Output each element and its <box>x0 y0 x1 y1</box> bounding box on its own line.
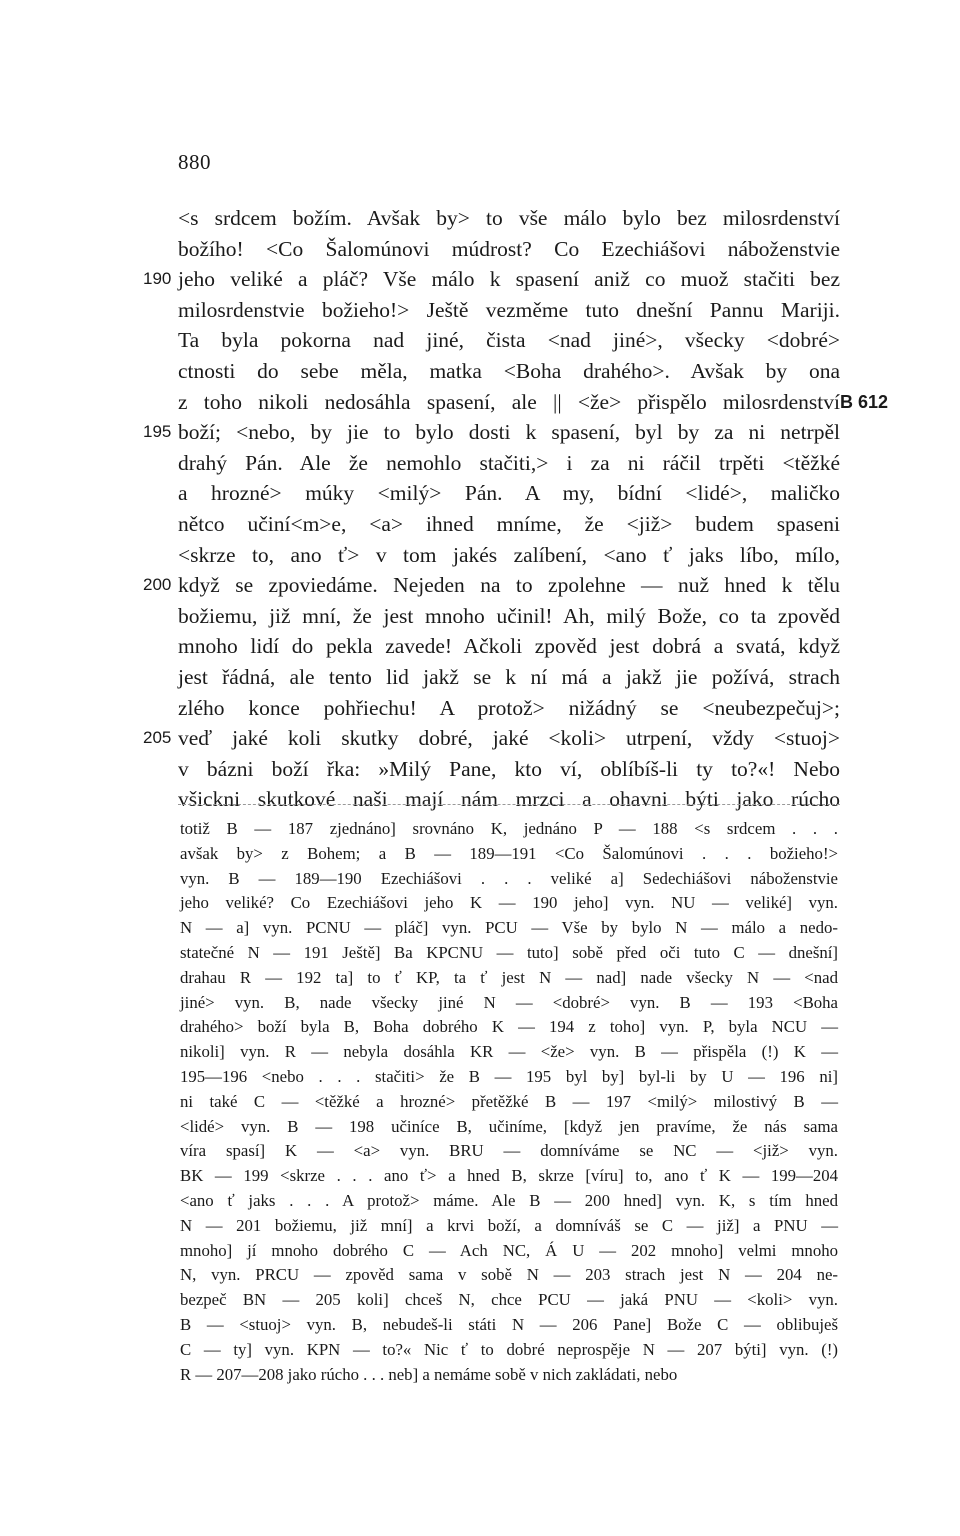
text-line <box>0 693 960 724</box>
line-number: 190 <box>143 269 172 289</box>
line-text: a hrozné> múky <milý> Pán. A my, bídní <lidé>, maličko <box>178 481 840 506</box>
line-text: zlého konce pohřiechu! A protož> nižádný se <neubezpečuj>; <box>178 695 840 720</box>
apparatus-text: <ano ť jaks . . . A protož> máme. Ale B — 200 hned] vyn. K, s tím hned <box>180 1190 838 1210</box>
text-line <box>0 631 960 662</box>
apparatus-text: 195—196 <nebo . . . stačiti> že B — 195 byl by] byl-li by U — 196 ni] <box>180 1066 838 1086</box>
apparatus-line <box>0 966 960 991</box>
apparatus-line <box>0 1214 960 1239</box>
apparatus-line <box>0 1139 960 1164</box>
text-line <box>0 325 960 356</box>
line-text: veď jaké koli skutky dobré, jaké <koli> utrpení, vždy <stuoj> <box>178 726 840 751</box>
text-line <box>0 540 960 571</box>
apparatus-line <box>0 867 960 892</box>
apparatus-line <box>0 1115 960 1140</box>
line-number: 205 <box>143 728 172 748</box>
text-line <box>0 417 960 448</box>
apparatus-line <box>0 1363 960 1388</box>
text-line <box>0 264 960 295</box>
apparatus-line <box>0 1338 960 1363</box>
line-text: všickni skutkové naši mají nám mrzci a ohavni býti jako rúcho <box>178 787 840 812</box>
line-text: drahý Pán. Ale že nemohlo stačiti,> i za ni ráčil trpěti <těžké <box>178 450 840 475</box>
apparatus-text: C — ty] vyn. KPN — to?« Nic ť to dobré neprospěje N — 207 býti] vyn. (!) <box>180 1339 838 1359</box>
apparatus-line <box>0 1313 960 1338</box>
apparatus-text: jiné> vyn. B, nade všecky jiné N — <dobré> vyn. B — 193 <Boha <box>180 992 838 1012</box>
text-line <box>0 784 960 815</box>
apparatus-text: N — a] vyn. PCNU — pláč] vyn. PCU — Vše by bylo N — málo a nedo- <box>180 918 838 938</box>
apparatus-line <box>0 1263 960 1288</box>
apparatus-text: statečné N — 191 Ještě] Ba KPCNU — tuto] sobě před oči tuto C — dnešní] <box>180 942 838 962</box>
apparatus-text: B — <stuoj> vyn. B, nebudeš-li státi N — 206 Pane] Bože C — oblibuješ <box>180 1314 838 1334</box>
apparatus-text: <lidé> vyn. B — 198 učiníce B, učiníme, [když jen pravíme, že nás sama <box>180 1116 838 1136</box>
text-line <box>0 203 960 234</box>
critical-apparatus <box>0 817 960 1387</box>
footnote-rule <box>178 804 840 805</box>
apparatus-text: mnoho] jí mnoho dobrého C — Ach NC, Á U — 202 mnoho] velmi mnoho <box>180 1240 838 1260</box>
apparatus-line <box>0 842 960 867</box>
text-line <box>0 387 960 418</box>
text-line <box>0 234 960 265</box>
line-number: 195 <box>143 422 172 442</box>
apparatus-line <box>0 1065 960 1090</box>
text-line <box>0 509 960 540</box>
apparatus-line <box>0 1288 960 1313</box>
apparatus-text: jeho veliké? Co Ezechiášovi jeho K — 190 jeho] vyn. NU — veliké] vyn. <box>180 893 838 913</box>
text-line <box>0 601 960 632</box>
apparatus-text: R — 207—208 jako rúcho . . . neb] a nemáme sobě v nich zakládati, nebo <box>180 1364 678 1384</box>
apparatus-text: ni také C — <těžké a hrozné> přetěžké B — 197 <milý> milostivý B — <box>180 1091 838 1111</box>
text-line <box>0 448 960 479</box>
apparatus-line <box>0 991 960 1016</box>
line-text: božího! <Co Šalomúnovi múdrost? Co Ezechiášovi náboženstvie <box>178 236 840 261</box>
apparatus-text: nikoli] vyn. R — nebyla dosáhla KR — <že> vyn. B — přispěla (!) K — <box>180 1042 838 1062</box>
apparatus-text: N — 201 božiemu, již mní] a krvi boží, a domníváš se C — již] a PNU — <box>180 1215 838 1235</box>
text-line <box>0 723 960 754</box>
line-text: Ta byla pokorna nad jiné, čista <nad jiné>, všecky <dobré> <box>178 328 840 353</box>
apparatus-line <box>0 1090 960 1115</box>
text-line <box>0 478 960 509</box>
text-line <box>0 295 960 326</box>
apparatus-text: avšak by> z Bohem; a B — 189—191 <Co Šalomúnovi . . . božieho!> <box>180 843 838 863</box>
line-text: <s srdcem božím. Avšak by> to vše málo bylo bez milosrdenství <box>178 206 840 230</box>
margin-reference: B 612 <box>840 391 889 412</box>
apparatus-text: vyn. B — 189—190 Ezechiášovi . . . veliké a] Sedechiášovi náboženstvie <box>180 868 838 888</box>
apparatus-line <box>0 817 960 842</box>
line-text: milosrdenstvie božieho!> Ještě vezměme tuto dnešní Pannu Mariji. <box>178 297 840 322</box>
apparatus-line <box>0 891 960 916</box>
apparatus-line <box>0 1189 960 1214</box>
apparatus-text: víra spasí] K — <a> vyn. BRU — domníváme se NC — <již> vyn. <box>180 1141 838 1161</box>
line-text: jest řádná, ale tento lid jakž se k ní má a jakž jie požívá, strach <box>178 664 840 689</box>
apparatus-line <box>0 1015 960 1040</box>
line-text: ctnosti do sebe měla, matka <Boha drahého>. Avšak by ona <box>178 358 840 383</box>
line-text: z toho nikoli nedosáhla spasení, ale || <že> přispělo milosrdenství <box>178 389 840 414</box>
line-text: <skrze to, ano ť> v tom jakés zalíbení, <ano ť jaks líbo, mílo, <box>178 542 840 567</box>
text-line <box>0 570 960 601</box>
apparatus-text: BK — 199 <skrze . . . ano ť> a hned B, skrze [víru] to, ano ť K — 199—204 <box>180 1166 838 1186</box>
apparatus-text: totiž B — 187 zjednáno] srovnáno K, jednáno P — 188 <s srdcem . . . <box>180 819 838 838</box>
apparatus-text: drahau R — 192 ta] to ť KP, ta ť jest N — nad] nade všecky N — <nad <box>180 967 838 987</box>
line-text: jeho veliké a pláč? Vše málo k spasení aniž co muož stačiti bez <box>178 267 840 292</box>
apparatus-line <box>0 1164 960 1189</box>
line-text: nětco učiní<m>e, <a> ihned mníme, že <již> budem spaseni <box>178 511 840 536</box>
line-text: v bázni boží řka: »Milý Pane, kto ví, oblíbíš-li ty to?«! Nebo <box>178 756 840 781</box>
line-text: mnoho lidí do pekla zavede! Ačkoli zpověd jest dobrá a svatá, když <box>178 634 840 659</box>
text-line <box>0 754 960 785</box>
apparatus-text: N, vyn. PRCU — zpověd sama v sobě N — 203 strach jest N — 204 ne- <box>180 1265 838 1285</box>
main-text <box>0 203 960 815</box>
line-text: boží; <nebo, by jie to bylo dosti k spasení, byl by za ni netrpěl <box>178 420 840 445</box>
line-text: když se zpoviedáme. Nejeden na to zpolehne — nuž hned k tělu <box>178 573 840 598</box>
apparatus-text: drahého> boží byla B, Boha dobrého K — 194 z toho] vyn. P, byla NCU — <box>180 1017 838 1037</box>
text-line <box>0 356 960 387</box>
apparatus-line <box>0 941 960 966</box>
page-number: 880 <box>178 150 211 174</box>
apparatus-text: bezpeč BN — 205 koli] chceš N, chce PCU — jaká PNU — <koli> vyn. <box>180 1290 838 1310</box>
apparatus-line <box>0 916 960 941</box>
line-number: 200 <box>143 575 172 595</box>
line-text: božiemu, již mní, že jest mnoho učinil! Ah, milý Bože, co ta zpověd <box>178 603 840 628</box>
apparatus-line <box>0 1239 960 1264</box>
apparatus-line <box>0 1040 960 1065</box>
text-line <box>0 662 960 693</box>
